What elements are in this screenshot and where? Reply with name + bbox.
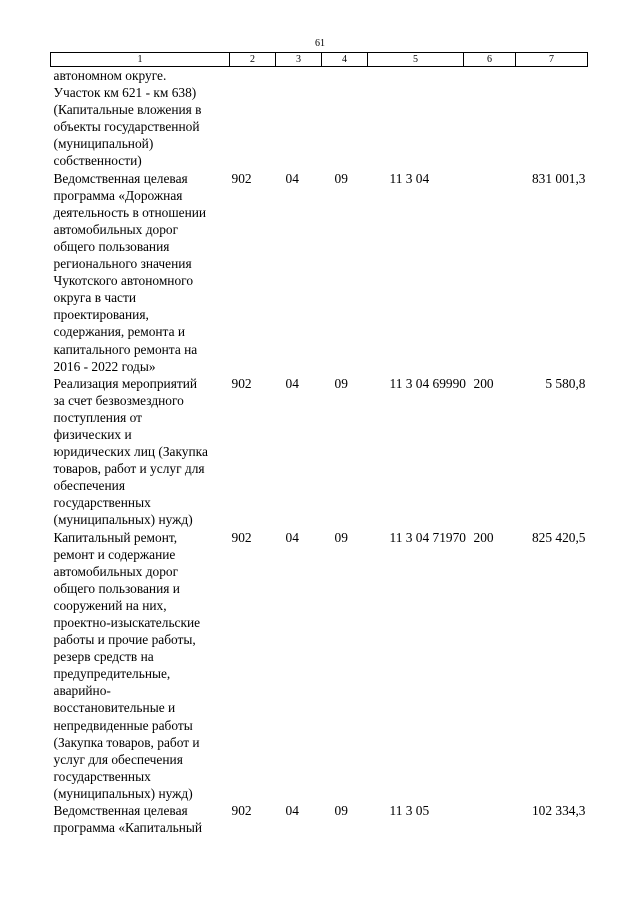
- table-row: [51, 375, 588, 529]
- ministry-code: 902: [231, 803, 252, 819]
- target-article-code: 11 3 04 71970: [389, 529, 466, 545]
- subsection-code: [322, 67, 368, 170]
- table-row: [51, 67, 588, 170]
- column-header-3: 3: [276, 53, 322, 67]
- row-description: [51, 170, 230, 375]
- column-header-2: 2: [230, 53, 276, 67]
- description-line: товаров, работ и услуг для: [53, 461, 205, 477]
- description-line: проектно-изыскательские: [53, 615, 201, 630]
- column-header-4: 4: [322, 53, 368, 67]
- description-line: (Капитальные вложения в: [53, 102, 202, 118]
- description-line: Капитальный ремонт,: [53, 529, 178, 545]
- description-line: за счет безвозмездного: [53, 392, 184, 408]
- expense-type-code: 200: [473, 529, 494, 545]
- subsection-code: 09: [334, 529, 348, 545]
- description-line: Реализация мероприятий: [53, 375, 198, 391]
- description-line: непредвиденные работы: [53, 717, 193, 733]
- description-line: Ведомственная целевая: [53, 803, 188, 819]
- target-article-code: 11 3 05: [389, 803, 430, 819]
- description-line: автономном округе.: [53, 68, 167, 83]
- ministry-code: [230, 67, 276, 170]
- page-number: 61: [315, 38, 325, 49]
- target-article-code: 11 3 04 69990: [389, 375, 466, 391]
- amount-value: 102 334,3: [531, 803, 586, 819]
- description-line: общего пользования: [53, 238, 170, 254]
- table-row: [51, 529, 588, 803]
- column-header-7: 7: [516, 53, 588, 67]
- section-code: 04: [285, 803, 299, 819]
- section-code: 04: [285, 375, 299, 391]
- description-line: автомобильных дорог: [53, 221, 179, 237]
- target-article-code: 11 3 04: [389, 170, 430, 186]
- description-line: деятельность в отношении: [53, 204, 207, 220]
- description-line: обеспечения: [53, 478, 125, 494]
- ministry-code: 902: [231, 170, 252, 186]
- description-line: автомобильных дорог: [53, 563, 179, 579]
- description-line: физических и: [53, 426, 132, 442]
- budget-table: [50, 52, 588, 836]
- description-line: (муниципальных) нужд): [53, 785, 193, 801]
- table-row: [51, 802, 588, 836]
- column-header-6: 6: [464, 53, 516, 67]
- expense-type-code: 200: [473, 375, 494, 391]
- description-line: 2016 - 2022 годы»: [53, 358, 156, 374]
- row-description: [51, 67, 230, 170]
- expense-type-code: [464, 67, 516, 170]
- subsection-code: 09: [334, 803, 348, 819]
- description-line: государственных: [53, 495, 151, 511]
- amount-value: 825 420,5: [531, 529, 586, 545]
- amount-value: [516, 67, 588, 170]
- description-line: (муниципальных) нужд): [53, 512, 193, 528]
- description-line: содержания, ремонта и: [53, 324, 186, 340]
- expense-type-code: [464, 802, 516, 836]
- description-line: программа «Капитальный: [53, 820, 203, 836]
- ministry-code: 902: [231, 529, 252, 545]
- description-line: проектирования,: [53, 307, 149, 323]
- description-line: работы и прочие работы,: [53, 632, 196, 648]
- description-line: ремонт и содержание: [53, 546, 176, 562]
- column-header-1: 1: [51, 53, 230, 67]
- description-line: юридических лиц (Закупка: [53, 444, 208, 460]
- description-line: регионального значения: [53, 256, 192, 272]
- description-line: собственности): [53, 153, 142, 169]
- ministry-code: 902: [231, 375, 252, 391]
- description-line: резерв средств на: [53, 649, 154, 665]
- target-article-code: [368, 67, 464, 170]
- description-line: сооружений на них,: [53, 597, 167, 613]
- row-description: [51, 802, 230, 836]
- description-line: предупредительные,: [53, 666, 171, 682]
- description-line: программа «Дорожная: [53, 187, 183, 203]
- description-line: общего пользования и: [53, 580, 180, 596]
- description-line: капитального ремонта на: [53, 341, 198, 357]
- amount-value: 831 001,3: [531, 170, 586, 186]
- column-number-header: [51, 53, 588, 67]
- section-code: [276, 67, 322, 170]
- section-code: 04: [285, 529, 299, 545]
- amount-value: 5 580,8: [545, 375, 586, 391]
- description-line: Участок км 621 - км 638): [53, 85, 197, 101]
- row-description: [51, 375, 230, 529]
- description-line: аварийно-: [53, 683, 111, 699]
- description-line: поступления от: [53, 409, 143, 425]
- description-line: Чукотского автономного: [53, 273, 194, 289]
- subsection-code: 09: [334, 170, 348, 186]
- description-line: услуг для обеспечения: [53, 751, 183, 767]
- description-line: округа в части: [53, 290, 137, 306]
- description-line: объекты государственной: [53, 119, 200, 135]
- subsection-code: 09: [334, 375, 348, 391]
- column-header-5: 5: [368, 53, 464, 67]
- description-line: государственных: [53, 768, 151, 784]
- row-description: [51, 529, 230, 803]
- expense-type-code: [464, 170, 516, 375]
- description-line: Ведомственная целевая: [53, 170, 188, 186]
- description-line: (Закупка товаров, работ и: [53, 734, 200, 750]
- description-line: (муниципальной): [53, 136, 154, 152]
- table-row: [51, 170, 588, 375]
- section-code: 04: [285, 170, 299, 186]
- table-body: [51, 67, 588, 837]
- description-line: восстановительные и: [53, 700, 176, 716]
